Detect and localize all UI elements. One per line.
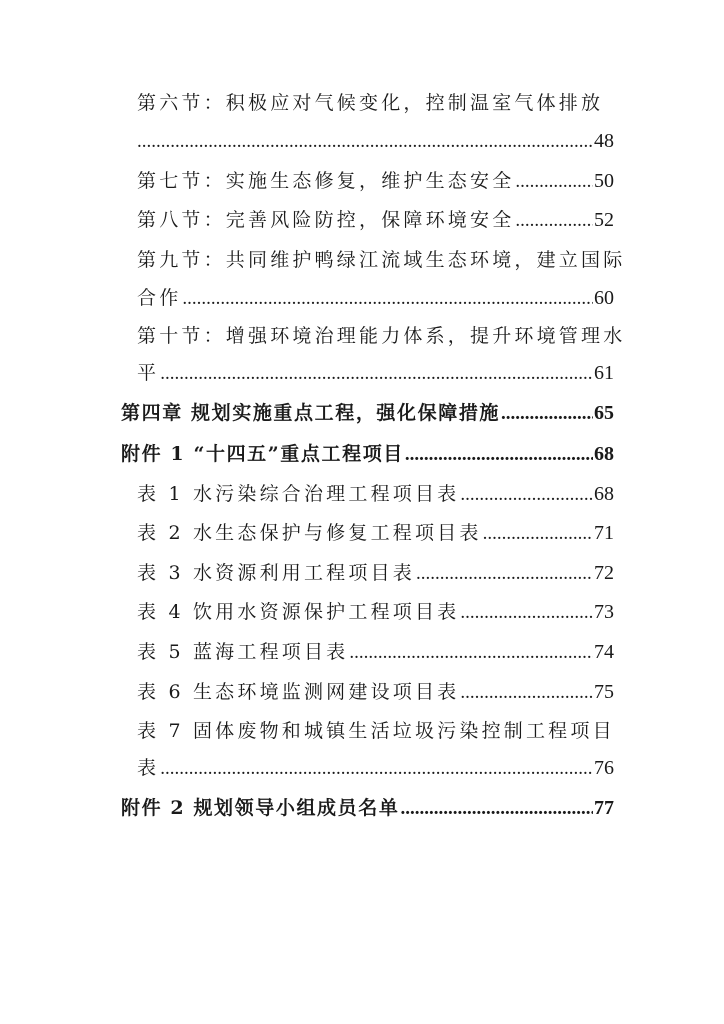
- toc-page-number: 48: [594, 130, 614, 152]
- toc-entry-title: 第十节：增强环境治理能力体系，提升环境管理水: [137, 325, 626, 347]
- toc-leader-dots: [515, 167, 593, 197]
- toc-entry-section9-line2[interactable]: [137, 283, 614, 313]
- toc-leader-dots: [137, 127, 593, 157]
- toc-entry-table3[interactable]: [137, 558, 614, 588]
- toc-page-number: 68: [594, 483, 614, 505]
- toc-page-number: 60: [594, 287, 614, 309]
- toc-leader-dots: [160, 359, 593, 389]
- toc-entry-table1[interactable]: [137, 479, 614, 509]
- toc-leader-dots: [460, 598, 593, 628]
- toc-entry-title: 表 2 水生态保护与修复工程项目表: [137, 522, 482, 544]
- toc-entry-section7[interactable]: [137, 166, 614, 196]
- toc-entry-title: 第八节：完善风险防控，保障环境安全: [137, 209, 515, 231]
- toc-entry-table7-line2[interactable]: [137, 753, 614, 783]
- toc-leader-dots: [416, 559, 593, 589]
- toc-entry-title: 表 4 饮用水资源保护工程项目表: [137, 601, 460, 623]
- toc-entry-title: 表: [137, 757, 160, 779]
- toc-entry-title: 表 1 水污染综合治理工程项目表: [137, 483, 460, 505]
- toc-leader-dots: [160, 754, 593, 784]
- toc-entry-title: 平: [137, 362, 160, 384]
- toc-entry-title: 合作: [137, 287, 182, 309]
- toc-leader-dots: [501, 399, 593, 429]
- toc-entry-title: 表 3 水资源利用工程项目表: [137, 562, 415, 584]
- toc-page-number: 50: [594, 170, 614, 192]
- toc-leader-dots: [515, 206, 593, 236]
- toc-entry-title: 第九节：共同维护鸭绿江流域生态环境，建立国际: [137, 249, 626, 271]
- toc-entry-title: 第七节：实施生态修复，维护生态安全: [137, 170, 515, 192]
- toc-entry-title: 第四章 规划实施重点工程，强化保障措施: [121, 402, 501, 424]
- toc-page-number: 76: [594, 757, 614, 779]
- toc-entry-section10-line2[interactable]: [137, 358, 614, 388]
- toc-leader-dots: [349, 638, 593, 668]
- toc-entry-title: 第六节：积极应对气候变化，控制温室气体排放: [137, 92, 604, 114]
- toc-page-number: 72: [594, 562, 614, 584]
- toc-entry-title: 附件 2 规划领导小组成员名单: [121, 797, 400, 819]
- toc-entry-title: 表 7 固体废物和城镇生活垃圾污染控制工程项目: [137, 720, 615, 742]
- toc-entry-section10-line1[interactable]: [137, 321, 626, 351]
- toc-page-number: 68: [594, 443, 614, 465]
- toc-page-number: 77: [594, 797, 614, 819]
- toc-page-number: 61: [594, 362, 614, 384]
- toc-leader-dots: [460, 678, 593, 708]
- toc-page-number: 75: [594, 681, 614, 703]
- toc-entry-table5[interactable]: [137, 637, 614, 667]
- toc-leader-dots: [483, 519, 593, 549]
- toc-page-number: 74: [594, 641, 614, 663]
- toc-entry-title: 表 6 生态环境监测网建设项目表: [137, 681, 460, 703]
- toc-leader-dots: [400, 794, 593, 824]
- toc-entry-chapter4[interactable]: [121, 398, 614, 428]
- toc-entry-table4[interactable]: [137, 597, 614, 627]
- toc-entry-appendix2[interactable]: [121, 793, 614, 823]
- toc-page-number: 71: [594, 522, 614, 544]
- toc-entry-section6-line2[interactable]: [137, 126, 614, 156]
- toc-entry-table2[interactable]: [137, 518, 614, 548]
- toc-entry-table7-line1[interactable]: [137, 716, 614, 746]
- toc-entry-section9-line1[interactable]: [137, 245, 626, 275]
- toc-entry-section8[interactable]: [137, 205, 614, 235]
- toc-entry-title: 表 5 蓝海工程项目表: [137, 641, 349, 663]
- toc-entry-title: 附件 1 “十四五”重点工程项目: [121, 443, 404, 465]
- toc-entry-table6[interactable]: [137, 677, 614, 707]
- toc-leader-dots: [460, 480, 593, 510]
- toc-page-number: 52: [594, 209, 614, 231]
- toc-page-number: 73: [594, 601, 614, 623]
- toc-leader-dots: [182, 284, 593, 314]
- toc-entry-section6-line1[interactable]: [137, 88, 614, 118]
- toc-page-number: 65: [594, 402, 614, 424]
- toc-entry-appendix1[interactable]: [121, 439, 614, 469]
- toc-leader-dots: [405, 440, 593, 470]
